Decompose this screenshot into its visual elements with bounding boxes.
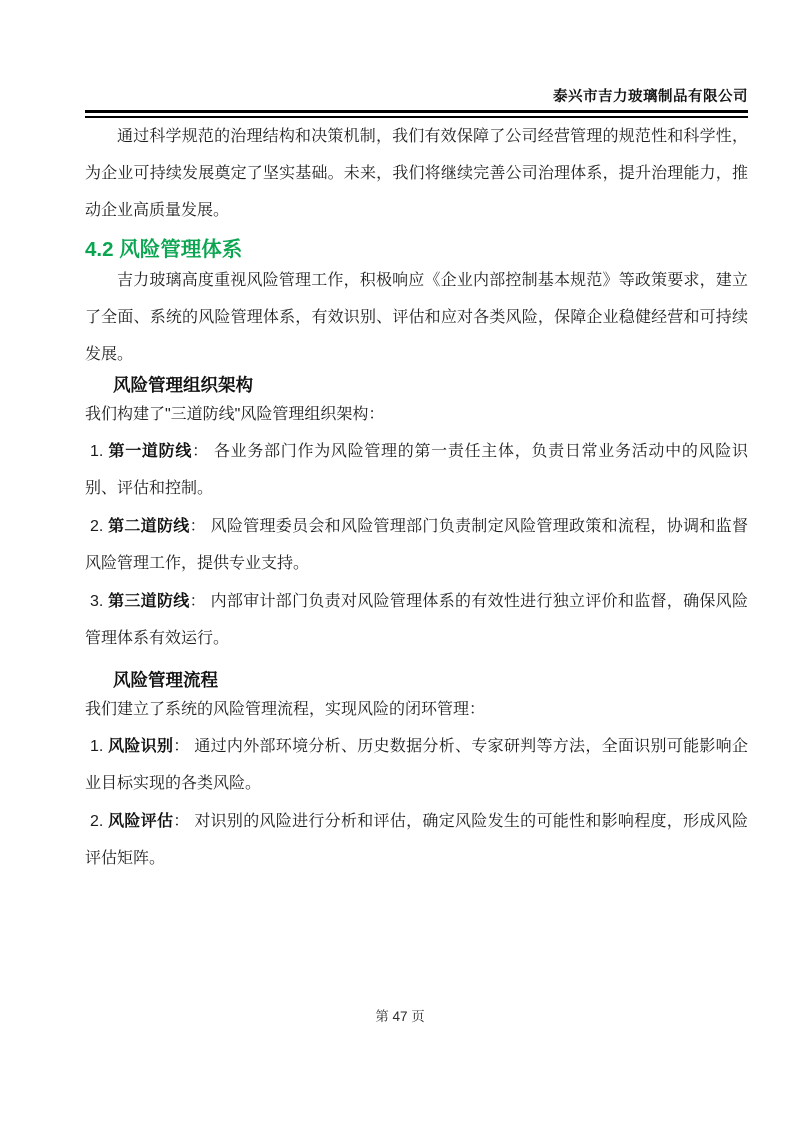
page-header (85, 88, 748, 118)
item-label: 风险识别 (108, 738, 174, 755)
item-label: 第三道防线 (108, 593, 190, 610)
item-colon: ： (173, 738, 190, 755)
subsection-title: 风险管理组织架构 (113, 375, 253, 395)
item-label: 第二道防线 (108, 518, 190, 535)
item-text: 内部审计部门负责对风险管理体系的有效性进行独立评价和监督，确保风险管理体系有效运行。 (85, 593, 748, 647)
list-item-risk-identification (85, 728, 748, 802)
section-number: 4.2 (85, 238, 114, 261)
list-item-risk-assessment (85, 803, 748, 877)
subsection-risk-process (85, 669, 748, 877)
page-number: 第 47 页 (375, 1009, 425, 1024)
item-colon: ： (173, 813, 190, 830)
item-number: 2. (90, 518, 104, 535)
list-item-third-line-of-defense (85, 583, 748, 657)
item-label: 第一道防线 (108, 443, 193, 460)
item-colon: ： (189, 593, 206, 610)
item-text: 风险管理委员会和风险管理部门负责制定风险管理政策和流程，协调和监督风险管理工作，提供专业支持。 (85, 518, 748, 572)
item-label: 风险评估 (108, 813, 174, 830)
item-number: 3. (90, 593, 104, 610)
item-text: 各业务部门作为风险管理的第一责任主体，负责日常业务活动中的风险识别、评估和控制。 (85, 443, 748, 497)
section-title: 风险管理体系 (119, 238, 243, 261)
subsection-risk-org-structure (85, 374, 748, 657)
item-text: 对识别的风险进行分析和评估，确定风险发生的可能性和影响程度，形成风险评估矩阵。 (85, 813, 748, 867)
item-colon: ： (189, 518, 206, 535)
subsection-title: 风险管理流程 (113, 670, 218, 690)
section-heading (85, 238, 748, 262)
subsection-lead: 我们构建了"三道防线"风险管理组织架构： (85, 406, 385, 423)
page-footer (0, 1007, 800, 1027)
header-double-rule (85, 110, 748, 118)
document-body (85, 118, 748, 877)
governance-summary-paragraph: 通过科学规范的治理结构和决策机制，我们有效保障了公司经营管理的规范性和科学性，为企业可持续发展奠定了坚实基础。未来，我们将继续完善公司治理体系，提升治理能力，推动企业高质量发展。 (85, 128, 748, 219)
list-item-second-line-of-defense (85, 508, 748, 582)
item-number: 2. (90, 813, 104, 830)
section-intro-paragraph: 吉力玻璃高度重视风险管理工作，积极响应《企业内部控制基本规范》等政策要求，建立了全面、系统的风险管理体系，有效识别、评估和应对各类风险，保障企业稳健经营和可持续发展。 (85, 272, 748, 363)
item-colon: ： (192, 443, 209, 460)
item-number: 1. (90, 738, 104, 755)
company-name: 泰兴市吉力玻璃制品有限公司 (553, 89, 748, 105)
item-text: 通过内外部环境分析、历史数据分析、专家研判等方法，全面识别可能影响企业目标实现的各类风险。 (85, 738, 748, 792)
list-item-first-line-of-defense (85, 433, 748, 507)
item-number: 1. (90, 443, 104, 460)
subsection-lead: 我们建立了系统的风险管理流程，实现风险的闭环管理： (85, 701, 486, 718)
